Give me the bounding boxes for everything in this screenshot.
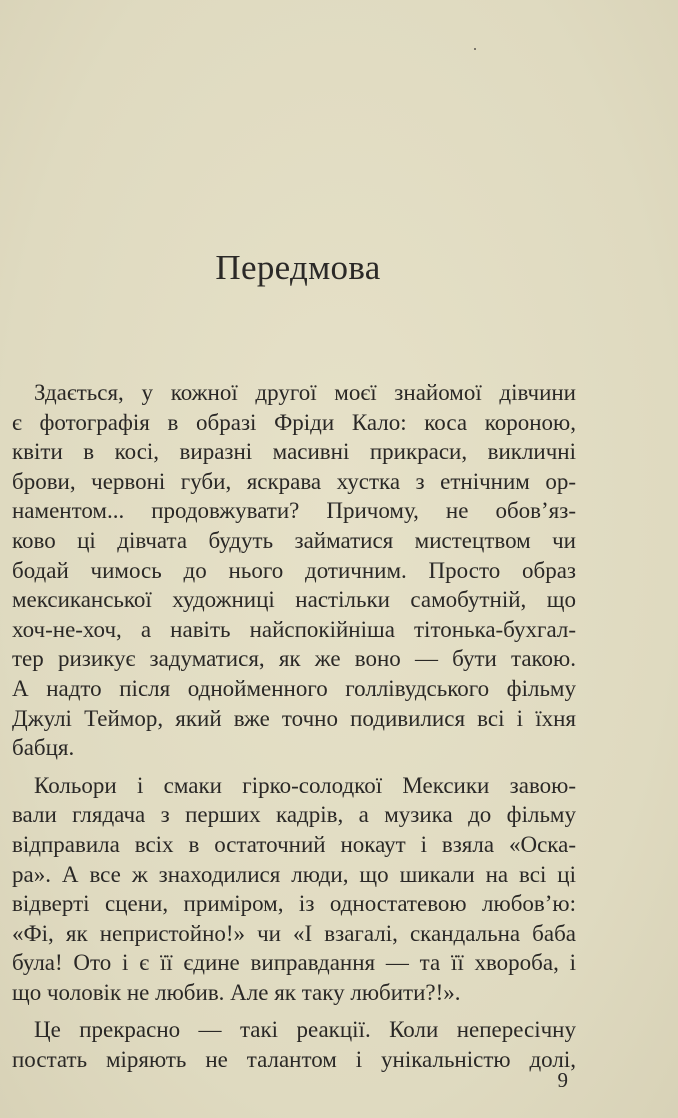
paper-speck: [474, 48, 476, 50]
text-line: вали глядача з перших кадрів, а музика до фільму: [12, 802, 576, 828]
text-line: квіти в косі, виразні масивні прикраси, викличні: [12, 439, 576, 465]
text-line: відверті сцени, приміром, із одностатевою любов’ю:: [12, 891, 576, 917]
text-line: бодай чимось до нього дотичним. Просто образ: [12, 557, 576, 583]
body-text: [12, 378, 576, 1075]
text-line: відправила всіх в остаточний нокаут і взяла «Оска-: [12, 831, 576, 857]
text-line: постать міряють не талантом і унікальністю долі,: [12, 1047, 576, 1073]
text-line: була! Ото і є її єдине виправдання — та її хвороба, і: [12, 950, 576, 976]
text-line: ково ці дівчата будуть займатися мистецтвом чи: [12, 527, 576, 553]
paragraph: [12, 378, 576, 763]
text-line: Здається, у кожної другої моєї знайомої дівчини: [34, 380, 576, 405]
text-line: бабця.: [12, 735, 75, 761]
paragraph: [12, 771, 576, 1008]
text-line: тер ризикує задуматися, як же воно — бути такою.: [12, 646, 576, 672]
paragraph-gap: [12, 1007, 576, 1015]
page-number: 9: [557, 1068, 568, 1092]
text-line: наментом... продовжувати? Причому, не обов’яз-: [12, 498, 576, 524]
text-line: що чоловік не любив. Але як таку любити?!».: [12, 979, 461, 1005]
text-line: Кольори і смаки гірко-солодкої Мексики завою-: [34, 772, 576, 798]
text-line: ра». А все ж знаходилися люди, що шикали на всі ці: [12, 861, 576, 887]
text-line: А надто після однойменного голлівудського фільму: [12, 675, 576, 701]
text-line: Це прекрасно — такі реакції. Коли непересічну: [34, 1017, 576, 1043]
text-line: мексиканської художниці настільки самобутній, що: [12, 587, 576, 613]
text-line: «Фі, як непристойно!» чи «І взагалі, скандальна баба: [12, 920, 576, 946]
text-line: є фотографія в образі Фріди Кало: коса короною,: [12, 409, 576, 435]
text-line: Джулі Теймор, який вже точно подивилися всі і їхня: [12, 705, 576, 731]
text-line: брови, червоні губи, яскрава хустка з етнічним ор-: [12, 468, 576, 494]
text-line: хоч-не-хоч, а навіть найспокійніша тітонька-бухгал-: [12, 616, 576, 642]
paragraph: [12, 1015, 576, 1074]
chapter-heading: Передмова: [215, 248, 381, 287]
paragraph-gap: [12, 763, 576, 771]
